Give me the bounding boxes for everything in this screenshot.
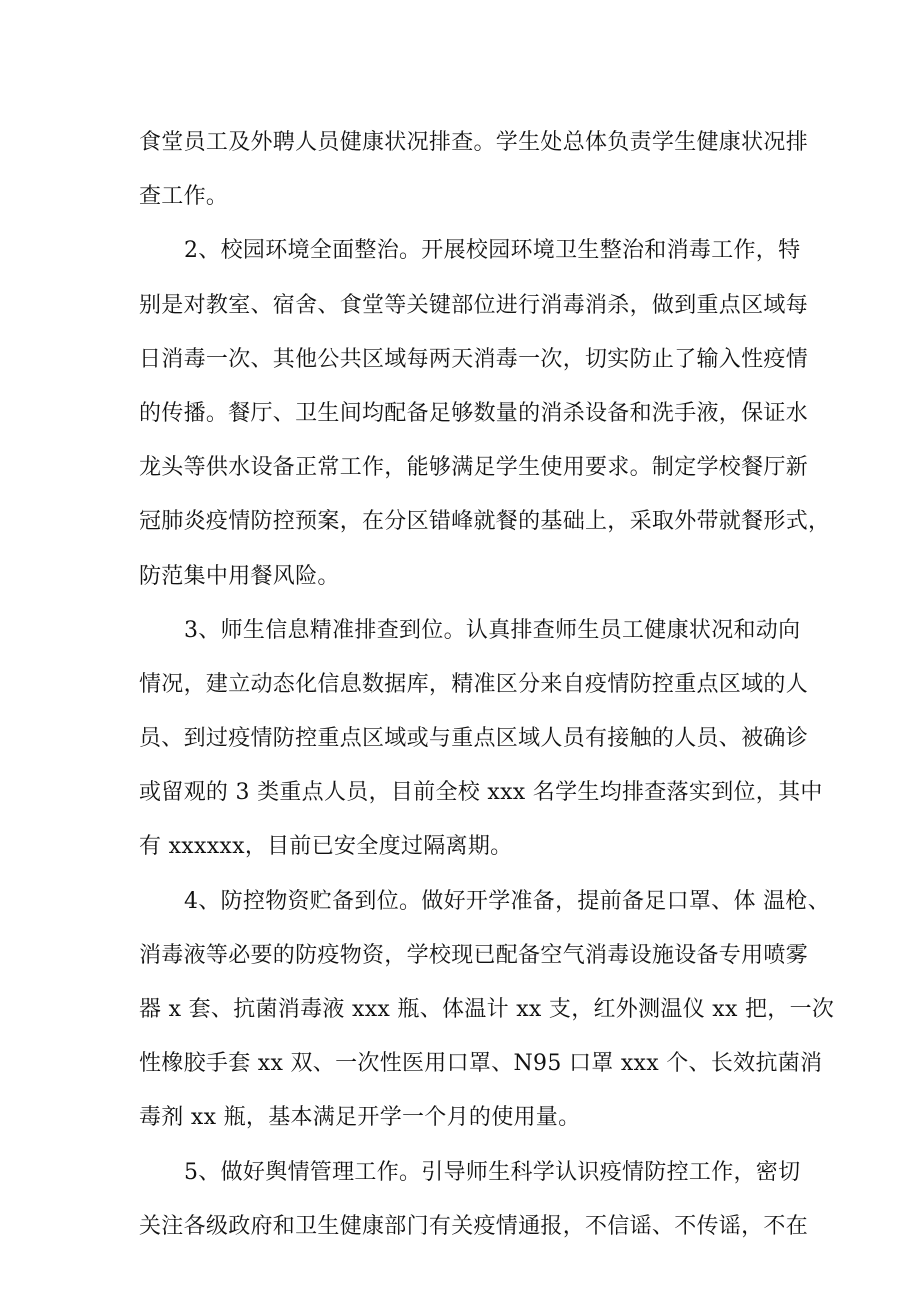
text-line: 关注各级政府和卫生健康部门有关疫情通报，不信谣、不传谣，不在 — [139, 1213, 809, 1239]
text-line: 3、师生信息精准排查到位。认真排查师生员工健康状况和动向 — [184, 617, 801, 643]
text-line: 有 xxxxxx，目前已安全度过隔离期。 — [139, 834, 513, 860]
text-line: 毒剂 xx 瓶，基本满足开学一个月的使用量。 — [139, 1105, 581, 1131]
text-line: 或留观的 3 类重点人员，目前全校 xxx 名学生均排查落实到位，其中 — [139, 780, 823, 806]
text-line: 5、做好舆情管理工作。引导师生科学认识疫情防控工作，密切 — [184, 1159, 801, 1185]
paragraph-supplies — [139, 875, 835, 1146]
text-line: 食堂员工及外聘人员健康状况排查。学生处总体负责学生健康状况排 — [139, 130, 809, 155]
text-line: 龙头等供水设备正常工作，能够满足学生使用要求。制定学校餐厅新 — [139, 455, 809, 481]
text-line: 冠肺炎疫情防控预案，在分区错峰就餐的基础上，采取外带就餐形式， — [139, 509, 831, 535]
text-line: 性橡胶手套 xx 双、一次性医用口罩、N95 口罩 xxx 个、长效抗菌消 — [139, 1051, 823, 1077]
paragraph-info-screening — [139, 604, 823, 875]
text-line: 员、到过疫情防控重点区域或与重点区域人员有接触的人员、被确诊 — [139, 726, 809, 752]
paragraph-campus-environment — [139, 224, 831, 603]
paragraph-continuation — [139, 116, 809, 224]
text-line: 防范集中用餐风险。 — [139, 563, 340, 589]
text-line: 4、防控物资贮备到位。做好开学准备，提前备足口罩、体 温枪、 — [184, 888, 830, 914]
text-line: 别是对教室、宿舍、食堂等关键部位进行消毒消杀，做到重点区域每 — [139, 292, 809, 318]
text-line: 情况，建立动态化信息数据库，精准区分来自疫情防控重点区域的人 — [139, 671, 809, 697]
text-line: 2、校园环境全面整治。开展校园环境卫生整治和消毒工作，特 — [184, 238, 801, 264]
text-line: 消毒液等必要的防疫物资，学校现已配备空气消毒设施设备专用喷雾 — [139, 942, 809, 968]
document-page — [139, 116, 835, 1254]
paragraph-public-opinion — [139, 1146, 809, 1254]
text-line: 查工作。 — [139, 184, 229, 210]
text-line: 的传播。餐厅、卫生间均配备足够数量的消杀设备和洗手液，保证水 — [139, 400, 809, 426]
text-line: 日消毒一次、其他公共区域每两天消毒一次，切实防止了输入性疫情 — [139, 346, 809, 372]
text-line: 器 x 套、抗菌消毒液 xxx 瓶、体温计 xx 支，红外测温仪 xx 把，一次 — [139, 997, 835, 1022]
